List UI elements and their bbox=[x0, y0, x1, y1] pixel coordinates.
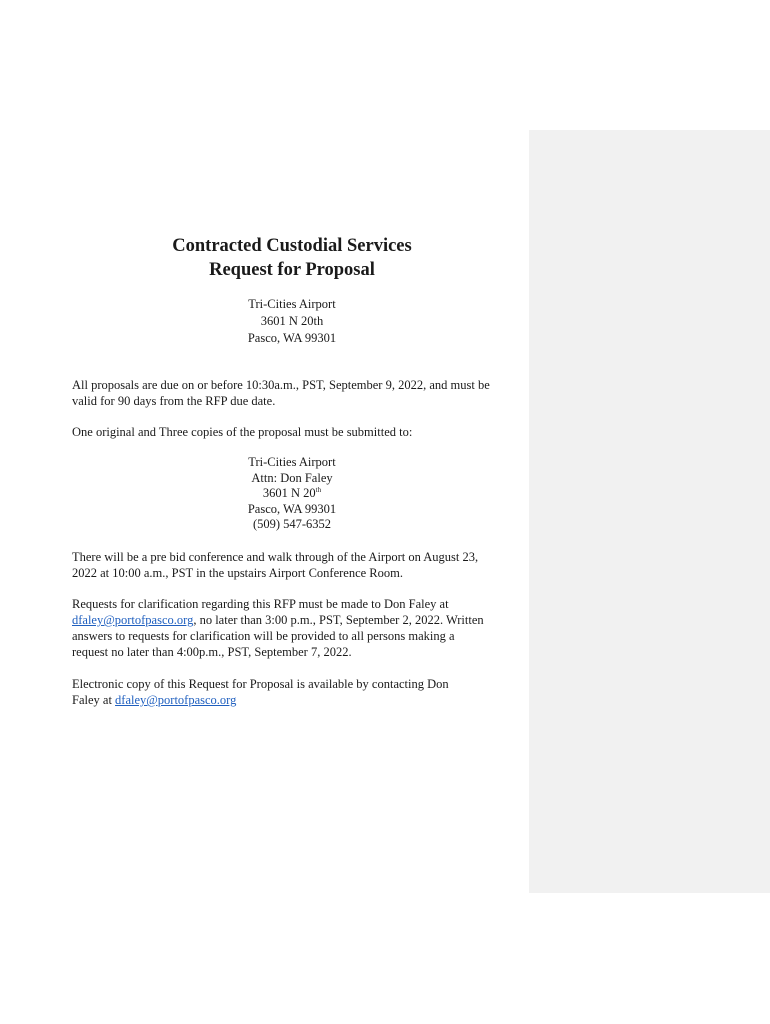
electronic-line-2-prefix: Faley at bbox=[72, 693, 116, 707]
conference-paragraph bbox=[72, 549, 522, 581]
clarification-email-link[interactable]: dfaley@portofpasco.org bbox=[72, 613, 194, 627]
conference-line-1: There will be a pre bid conference and walk through of the Airport on August 23, bbox=[72, 550, 479, 564]
submit-address-street-sup: th bbox=[315, 486, 322, 494]
submit-line: One original and Three copies of the proposal must be submitted to: bbox=[72, 425, 413, 439]
submit-address bbox=[72, 455, 512, 533]
due-date-paragraph bbox=[72, 377, 522, 409]
header-address-street: 3601 N 20th bbox=[260, 314, 324, 328]
electronic-email-link[interactable]: dfaley@portofpasco.org bbox=[115, 693, 237, 707]
submit-address-attn: Attn: Don Faley bbox=[251, 470, 333, 485]
submit-address-city: Pasco, WA 99301 bbox=[247, 501, 337, 516]
clarification-line-3: answers to requests for clarification will be provided to all persons making a bbox=[72, 629, 455, 643]
electronic-copy-paragraph bbox=[72, 676, 522, 708]
header-address-city: Pasco, WA 99301 bbox=[247, 331, 337, 345]
submit-address-phone: (509) 547-6352 bbox=[252, 517, 332, 531]
comment-pane bbox=[529, 130, 770, 893]
clarification-line-4: request no later than 4:00p.m., PST, September 7, 2022. bbox=[72, 645, 352, 659]
clarification-paragraph bbox=[72, 596, 522, 660]
electronic-line-2 bbox=[72, 692, 522, 708]
submit-address-street-text: 3601 N 20 bbox=[262, 486, 316, 500]
electronic-line-1: Electronic copy of this Request for Proposal is available by contacting Don bbox=[72, 677, 449, 691]
title-line-1: Contracted Custodial Services bbox=[172, 236, 412, 256]
header-address bbox=[72, 296, 512, 347]
header-address-name: Tri-Cities Airport bbox=[248, 297, 336, 311]
conference-line-2: 2022 at 10:00 a.m., PST in the upstairs Airport Conference Room. bbox=[72, 566, 403, 580]
due-line-1: All proposals are due on or before 10:30a.m., PST, September 9, 2022, and must be bbox=[72, 378, 490, 392]
submit-address-street bbox=[72, 486, 512, 502]
submit-address-name: Tri-Cities Airport bbox=[248, 455, 336, 469]
submit-paragraph bbox=[72, 424, 522, 440]
due-line-2: valid for 90 days from the RFP due date. bbox=[72, 394, 276, 408]
title-line-2: Request for Proposal bbox=[209, 260, 375, 280]
clarification-line-2-rest: , no later than 3:00 p.m., PST, September 2, 2022. Written bbox=[193, 613, 484, 627]
document-title bbox=[72, 234, 512, 282]
clarification-line-1: Requests for clarification regarding this RFP must be made to Don Faley at bbox=[72, 597, 449, 611]
clarification-line-2 bbox=[72, 612, 522, 628]
